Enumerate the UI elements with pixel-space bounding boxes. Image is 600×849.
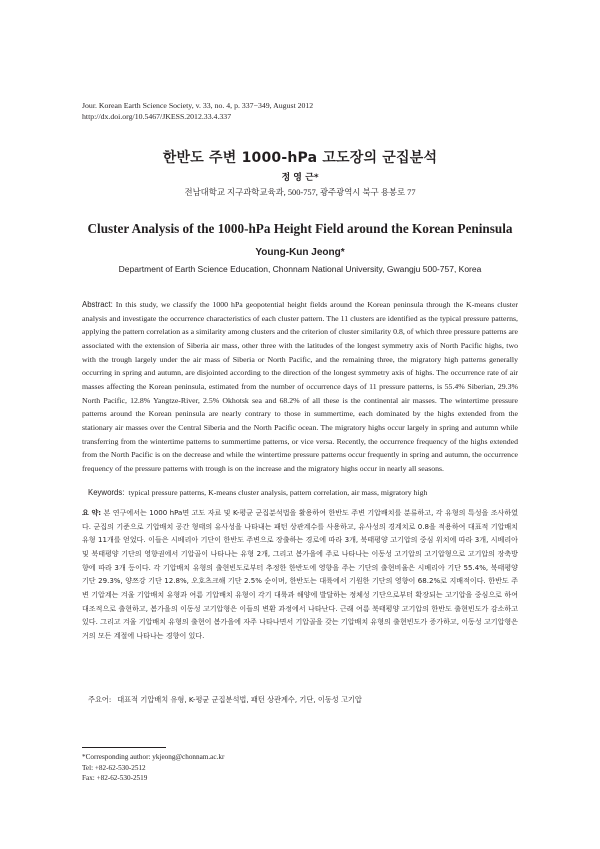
journal-header xyxy=(82,100,313,122)
footnote-divider xyxy=(82,747,166,748)
keywords-ko-text: 대표적 기압배치 유형, K-평균 군집분석법, 패턴 상관계수, 기단, 이동성 고기압 xyxy=(117,695,362,704)
keywords-text: typical pressure patterns, K-means cluster analysis, pattern correlation, air mass, migratory high xyxy=(128,488,428,497)
journal-doi[interactable]: http://dx.doi.org/10.5467/JKESS.2012.33.4.337 xyxy=(82,112,232,121)
keywords-english xyxy=(82,487,518,499)
abstract-label: Abstract: xyxy=(82,300,113,309)
telephone: Tel: +82-62-530-2512 xyxy=(82,763,146,772)
footnote xyxy=(82,752,224,784)
abstract-english xyxy=(82,298,518,476)
journal-citation: Jour. Korean Earth Science Society, v. 33, no. 4, p. 337−349, August 2012 xyxy=(82,101,314,110)
abstract-ko-label: 요 약: xyxy=(82,508,102,517)
author-korean: 정 영 근* xyxy=(281,173,319,183)
keywords-korean xyxy=(82,694,518,706)
title-korean: 한반도 주변 1000-hPa 고도장의 군집분석 xyxy=(162,150,438,166)
keywords-label: Keywords: xyxy=(88,488,125,497)
affiliation-korean: 전남대학교 지구과학교육과, 500-757, 광주광역시 북구 용봉로 77 xyxy=(184,188,416,197)
abstract-korean xyxy=(82,506,518,643)
fax: Fax: +82-62-530-2519 xyxy=(82,774,148,782)
abstract-text: In this study, we classify the 1000 hPa geopotential height fields around the Korean peninsula through the K-means cluster analysis and investigate the occurrence characteristics of each cluster pattern. The 11 clusters are identified as the typical pressure patterns, applying the pattern correlation as a similarity among clusters and the criterion of cluster similarity 0.8, of which three pressure patterns are associated with the extension of Siberia air mass, other three with the latitudes of the longest symmetry axis of North Pacific highs, two with the trough largely under the air mass of Siberia or North Pacific, and the remaining three, the migratory high patterns generally occurring in spring and autumn, are disjointed according to the direction of the longest symmetry axis of highs. The occurrence rate of air masses affecting the Korean peninsula, estimated from the number of occurrence days of 11 pressure patterns, is 55.4% Siberian, 29.3% North Pacific, 12.8% Yangtze-River, 2.5% Okhotsk sea and 68.2% of all these is the continental air masses. The wintertime pressure patterns around the Korean peninsula are nearly contrary to those in summertime, each dominated by the highs extended from the stationary air masses over the Central Siberia and the North Pacific ocean. The migratory highs occur largely in spring and autumn while transferring from the wintertime patterns to summertime patterns, or vice versa. Recently, the occurrence frequency of the highs extended from the North Pacific is on the decrease and while the wintertime pressure patterns occur frequently in spring and autumn, the occurrence frequency of the pressure patterns with trough is on the increase and the migratory highs occur in nearly all seasons. xyxy=(82,300,519,473)
title-english: Cluster Analysis of the 1000-hPa Height Field around the Korean Peninsula xyxy=(87,221,513,236)
author-english: Young-Kun Jeong* xyxy=(255,247,345,258)
keywords-ko-label: 주요어: xyxy=(88,695,112,704)
affiliation-english: Department of Earth Science Education, Chonnam National University, Gwangju 500-757, Korea xyxy=(118,264,482,274)
abstract-ko-text: 본 연구에서는 1000 hPa면 고도 자료 및 K-평균 군집분석법을 활용하여 한반도 주변 기압배치를 분류하고, 각 유형의 특성을 조사하였다. 군집의 기준으로 기압배치 공간 형태의 유사성을 나타내는 패턴 상관계수를 사용하고, 유사성의 경계치로 0.8을 적용하여 대표적 기압배치 유형 11개를 얻었다. 이들은 시베리아 기단이 한반도 주변으로 장출하는 경로에 따라 3개, 북태평양 고기압의 중심 위치에 따라 3개, 시베리아 및 북태평양 기단의 영향권에서 기압골이 나타나는 유형 2개, 그리고 봄가을에 주로 나타나는 이동성 고기압의 고기압형으로 고기압의 장축방향에 따라 3개 등이다. 각 기압배치 유형의 출현빈도로부터 추정한 한반도에 영향을 주는 기단의 출현비율은 시베리아 기단 55.4%, 북태평양 기단 29.3%, 양쯔강 기단 12.8%, 오호츠크해 기단 2.5% 순이며, 한반도는 대륙에서 기원한 기단의 영향이 68.2%로 지배적이다. 한반도 주변 기압계는 겨울 기압배치 유형과 여름 기압배치 유형이 각기 대륙과 해양에 발달하는 정체성 기단으로부터 확장되는 고기압을 중심으로 하여 대조적으로 출현하고, 봄가을의 이동성 고기압형은 이들의 변환 과정에서 나타난다. 근래 여름 북태평양 고기압의 한반도 출현빈도가 감소하고 있다. 그리고 겨울 기압배치 유형의 출현이 봄가을에 자주 나타나면서 기압골을 갖는 기압배치 유형의 출현빈도가 증가하고, 이동성 고기압형은 거의 모든 계절에 나타나는 경향이 있다. xyxy=(82,508,518,640)
corresponding-author: *Corresponding author: ykjeong@chonnam.ac.kr xyxy=(82,753,225,761)
